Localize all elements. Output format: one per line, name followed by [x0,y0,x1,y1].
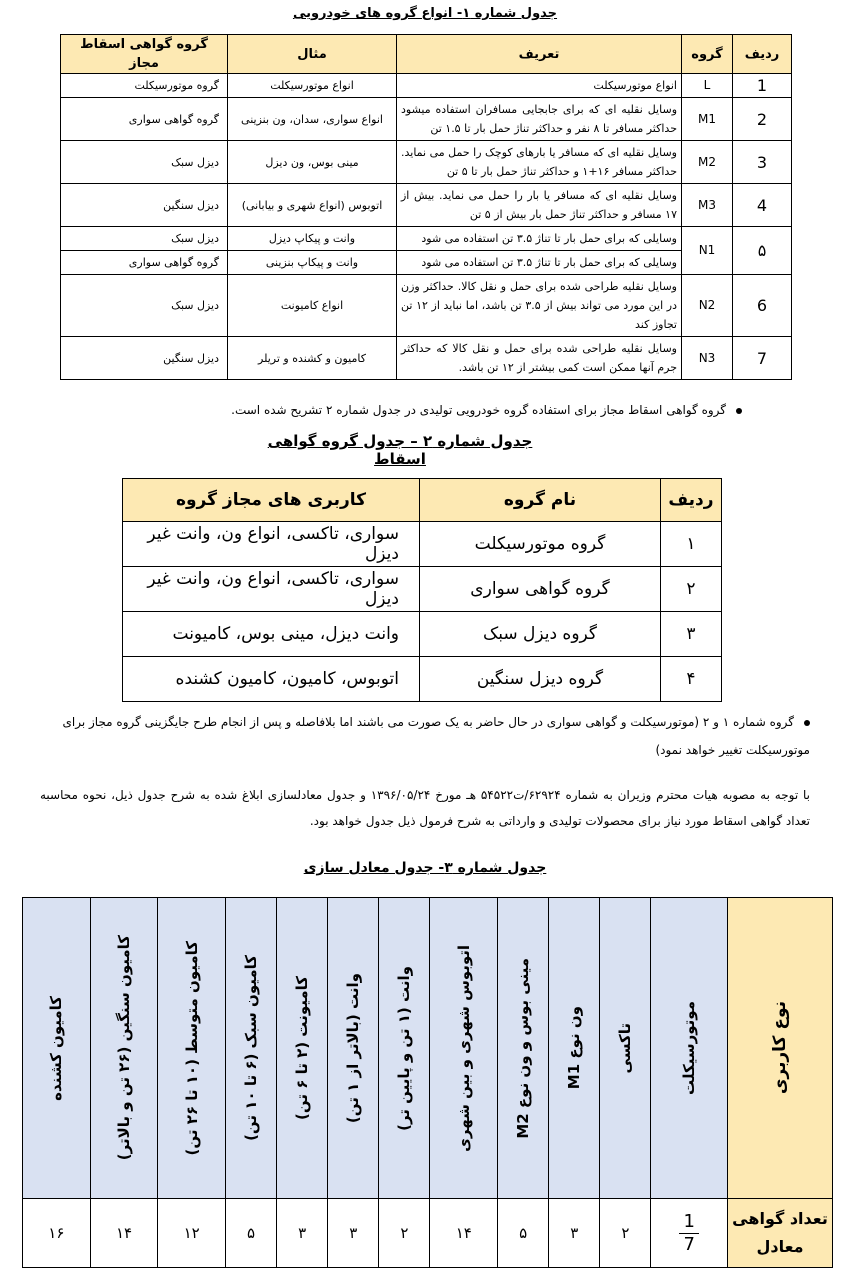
table-row [61,98,792,141]
group-code: N3 [682,337,733,380]
group-code: M1 [682,98,733,141]
group-name: گروه دیزل سبک [420,612,661,657]
group-example: وانت و پیکاپ دیزل [228,227,397,251]
table-row [123,567,722,612]
table-header-row [123,479,722,522]
group-example: کامیون و کشنده و تریلر [228,337,397,380]
table-header-row [61,35,792,74]
certificate-count: ۱۴ [90,1199,158,1268]
certificate-group: دیزل سبک [61,275,228,337]
allowed-uses: اتوبوس، کامیون، کامیون کشنده [123,657,420,702]
usage-type-label: نوع کاربری [770,1001,790,1095]
usage-type: کامیون سبک (۶ تا ۱۰ تن) [242,955,261,1141]
certificate-group: دیزل سنگین [61,337,228,380]
row-number: 1 [733,74,792,98]
usage-type-cell [379,898,430,1199]
certificate-count: ٢ [379,1199,430,1268]
table3-title: جدول شماره ۳- جدول معادل سازی [303,860,547,876]
bullet-note-1 [52,400,742,420]
group-example: انواع سواری، سدان، ون بنزینی [228,98,397,141]
usage-type-cell [549,898,600,1199]
table-row [61,141,792,184]
usage-type-label-cell [728,898,833,1199]
header-certificate-group: گروه گواهی اسقاط مجاز [61,35,228,74]
bullet-icon [804,720,810,726]
usage-type: مینی بوس و ون نوع M2 [514,957,533,1139]
row-number: ٢ [661,567,722,612]
usage-type: کامیون کشنده [47,995,66,1101]
row-number: ١ [661,522,722,567]
table-row [123,522,722,567]
group-example: وانت و پیکاپ بنزینی [228,251,397,275]
intro-paragraph: با توجه به مصوبه هیات محترم وزیران به شماره ۶۲۹۲۴/ت۵۴۵۲۲ هـ مورخ ۱۳۹۶/۰۵/۲۴ و جدول معادلسازی ابلاغ شده به شرح جدول ذیل، نحوه محاسبه تعداد گواهی اسقاط مورد نیاز برای محصولات تولیدی و وارداتی به شرح فرمول ذیل جدول خواهد بود. [40,788,810,828]
usage-type: کامیونت (۲ تا ۶ تن) [293,975,312,1120]
group-definition: وسایلی که برای حمل بار تا تناژ ۳.۵ تن استفاده می شود [397,251,682,275]
usage-type-row [23,898,833,1199]
table-row [61,337,792,380]
row-number: 3 [733,141,792,184]
row-number: ۴ [661,657,722,702]
bullet-note-2 [40,708,810,764]
usage-type: کامیون متوسط (۱۰ تا ۲۶ تن) [182,940,201,1156]
certificate-group: گروه موتورسیکلت [61,74,228,98]
allowed-uses: وانت دیزل، مینی بوس، کامیونت [123,612,420,657]
usage-type-cell [498,898,549,1199]
usage-type: اتوبوس شهری و بین شهری [454,944,473,1152]
usage-type-cell [651,898,728,1199]
row-number: ۵ [733,227,792,275]
allowed-uses: سواری، تاکسی، انواع ون، وانت غیر دیزل [123,567,420,612]
usage-type-cell [90,898,158,1199]
group-definition: وسایل نقلیه طراحی شده برای حمل و نقل کالا. حداکثر وزن در این مورد می تواند بیش از ۳.۵ تن باشد، اما نباید از ۱۲ تن تجاوز کند [397,275,682,337]
fraction [679,1211,698,1256]
certificate-groups-table [122,478,722,702]
header-group: گروه [682,35,733,74]
usage-type-cell [430,898,498,1199]
group-code: N2 [682,275,733,337]
group-definition: وسایل نقلیه ای که برای جابجایی مسافران استفاده میشود حداکثر مسافر تا ۸ نفر و حداکثر تناژ حمل بار تا ۱.۵ تن [397,98,682,141]
certificate-count: ٣ [549,1199,600,1268]
equivalence-table [22,897,833,1268]
certificate-group: دیزل سبک [61,141,228,184]
bullet-icon [736,408,742,414]
certificate-group: گروه گواهی سواری [61,251,228,275]
certificate-count: ٢ [600,1199,651,1268]
certificate-count: ۵ [498,1199,549,1268]
certificate-count-row [23,1199,833,1268]
certificate-group: گروه گواهی سواری [61,98,228,141]
group-code: M3 [682,184,733,227]
certificate-count: ۱۲ [158,1199,226,1268]
certificate-count: ۵ [225,1199,276,1268]
certificate-group: دیزل سنگین [61,184,228,227]
group-definition: انواع موتورسیکلت [397,74,682,98]
fraction-numerator: 1 [679,1211,698,1234]
header-allowed-uses: کاربری های مجاز گروه [123,479,420,522]
certificate-count: ٣ [328,1199,379,1268]
group-code: L [682,74,733,98]
header-example: مثال [228,35,397,74]
header-row-number: ردیف [733,35,792,74]
usage-type: وانت (۱ تن و پایین تر) [395,965,414,1131]
usage-type: ون نوع M1 [565,1006,584,1090]
certificate-count-label: تعداد گواهی معادل [728,1199,833,1268]
usage-type: کامیون سنگین (۲۶ تن و بالاتر) [115,935,134,1161]
group-definition: وسایل نقلیه طراحی شده برای حمل و نقل کالا که حداکثر جرم آنها ممکن است کمی بیشتر از ۱۲ تن باشد. [397,337,682,380]
table-row [61,74,792,98]
certificate-group: دیزل سبک [61,227,228,251]
allowed-uses: سواری، تاکسی، انواع ون، وانت غیر دیزل [123,522,420,567]
header-definition: تعریف [397,35,682,74]
usage-type-cell [328,898,379,1199]
group-name: گروه دیزل سنگین [420,657,661,702]
group-example: انواع کامیونت [228,275,397,337]
bullet-text: گروه گواهی اسقاط مجاز برای استفاده گروه خودرویی تولیدی در جدول شماره ۲ تشریح شده است. [231,403,726,417]
row-number: ٣ [661,612,722,657]
usage-type-cell [225,898,276,1199]
certificate-count: ٣ [277,1199,328,1268]
group-definition: وسایل نقلیه ای که مسافر یا بار را حمل می نماید. بیش از ۱۷ مسافر و حداکثر تناژ حمل بار بیش از ۵ تن [397,184,682,227]
table-row [61,184,792,227]
usage-type-cell [23,898,91,1199]
vehicle-groups-table [60,34,792,380]
bullet-text: گروه شماره ۱ و ۲ (موتورسیکلت و گواهی سواری در حال حاضر به یک صورت می باشند اما بلافاصله و پس از انجام طرح جایگزینی گروه مجاز برای موتورسیکلت تغییر خواهد نمود) [62,715,810,757]
group-definition: وسایل نقلیه ای که مسافر یا بارهای کوچک را حمل می نماید. حداکثر مسافر ۱۶+۱ و حداکثر تناژ حمل بار تا ۵ تن [397,141,682,184]
header-group-name: نام گروه [420,479,661,522]
usage-type: موتورسیکلت [680,1001,699,1095]
group-name: گروه گواهی سواری [420,567,661,612]
group-code: M2 [682,141,733,184]
usage-type: تاکسی [616,1022,635,1074]
fraction-denominator: 7 [683,1233,695,1255]
usage-type-cell [277,898,328,1199]
group-example: مینی بوس، ون دیزل [228,141,397,184]
table2-title: جدول شماره ۲ – جدول گروه گواهی اسقاط [267,432,533,468]
table1-title: جدول شماره ۱- انواع گروه های خودرویی [292,6,558,21]
table-row [61,275,792,337]
group-code: N1 [682,227,733,275]
row-number: 4 [733,184,792,227]
row-number: 6 [733,275,792,337]
row-number: 7 [733,337,792,380]
certificate-count: ۱۴ [430,1199,498,1268]
header-row-number: ردیف [661,479,722,522]
row-number: 2 [733,98,792,141]
certificate-count [651,1199,728,1268]
certificate-count: ۱۶ [23,1199,91,1268]
table-row [123,657,722,702]
usage-type-cell [600,898,651,1199]
group-name: گروه موتورسیکلت [420,522,661,567]
group-example: اتوبوس (انواع شهری و بیابانی) [228,184,397,227]
group-definition: وسایلی که برای حمل بار تا تناژ ۳.۵ تن استفاده می شود [397,227,682,251]
usage-type: وانت (بالاتر از ۱ تن) [344,972,363,1124]
group-example: انواع موتورسیکلت [228,74,397,98]
table-row [61,227,792,251]
table-row [123,612,722,657]
usage-type-cell [158,898,226,1199]
